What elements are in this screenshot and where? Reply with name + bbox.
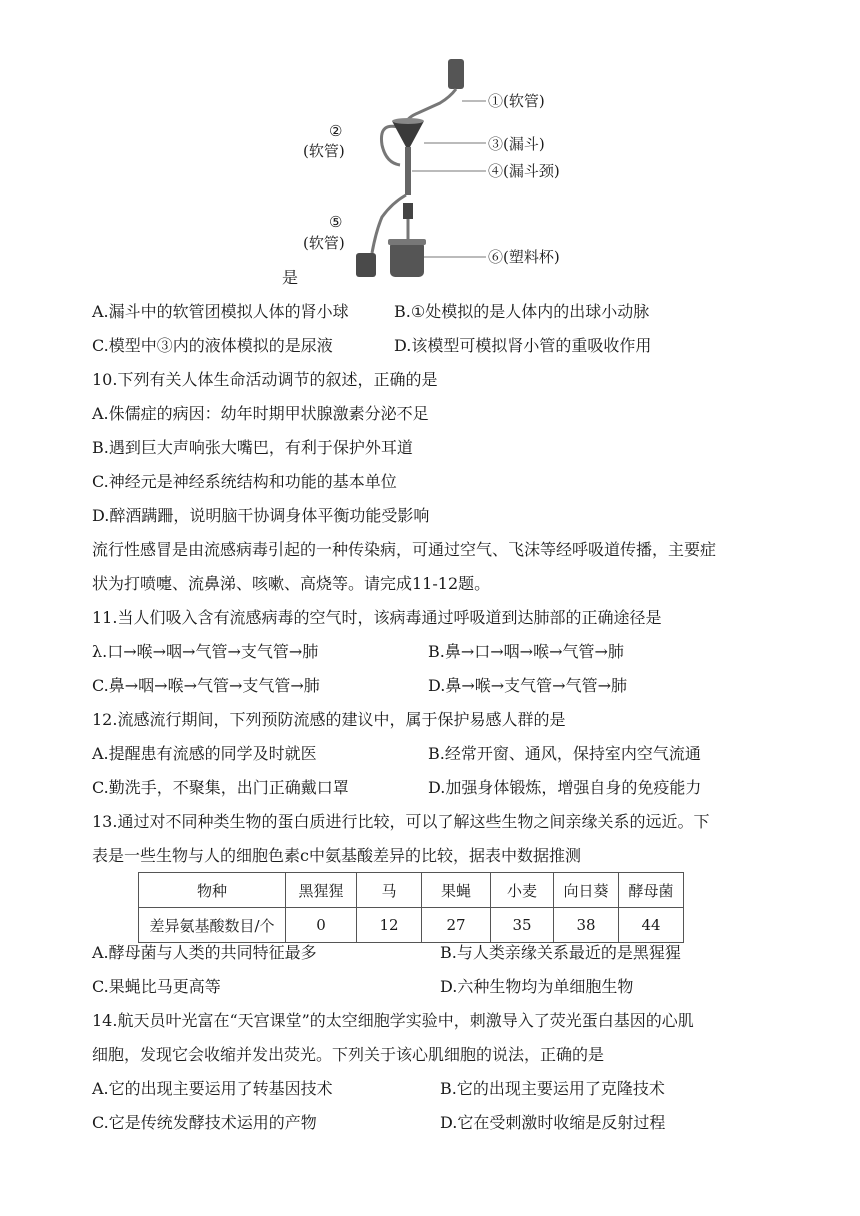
label-6-plastic-cup: ⑥(塑料杯): [488, 248, 560, 266]
q11-option-b: B.鼻→口→咽→喉→气管→肺: [428, 642, 624, 661]
label-2-hose: (软管): [303, 142, 345, 160]
q13-option-b: B.与人类亲缘关系最近的是黑猩猩: [440, 943, 681, 962]
table-cell: 38: [554, 908, 619, 943]
q10-stem: 10.下列有关人体生命活动调节的叙述，正确的是: [92, 370, 438, 389]
reservoir-bottle: [448, 59, 464, 89]
table-cell: 0: [286, 908, 357, 943]
q14-option-b: B.它的出现主要运用了克隆技术: [440, 1079, 665, 1098]
q9-stem-tail: 是: [282, 268, 299, 287]
table-cell: 12: [357, 908, 422, 943]
label-1-hose: ①(软管): [488, 92, 545, 110]
q14-option-d: D.它在受刺激时收缩是反射过程: [440, 1113, 666, 1132]
q12-stem: 12.流感流行期间，下列预防流感的建议中，属于保护易感人群的是: [92, 710, 566, 729]
q12-option-c: C.勤洗手，不聚集，出门正确戴口罩: [92, 778, 349, 797]
table-header-row: [139, 873, 684, 908]
plastic-cup: [390, 241, 424, 277]
amino-acid-difference-table: [138, 872, 684, 943]
q9-option-d: D.该模型可模拟肾小管的重吸收作用: [394, 336, 652, 355]
label-5-hose: (软管): [303, 234, 345, 252]
q12-option-b: B.经常开窗、通风，保持室内空气流通: [428, 744, 701, 763]
q14-option-c: C.它是传统发酵技术运用的产物: [92, 1113, 317, 1132]
q10-option-c: C.神经元是神经系统结构和功能的基本单位: [92, 472, 397, 491]
q11-stem: 11.当人们吸入含有流感病毒的空气时，该病毒通过呼吸道到达肺部的正确途径是: [92, 608, 662, 627]
q14-stem-line-1: 14.航天员叶光富在“天宫课堂”的太空细胞学实验中，刺激导入了荧光蛋白基因的心肌: [92, 1011, 694, 1030]
q9-option-c: C.模型中③内的液体模拟的是尿液: [92, 336, 333, 355]
q14-stem-line-2: 细胞，发现它会收缩并发出荧光。下列关于该心肌细胞的说法，正确的是: [92, 1045, 605, 1064]
q11-option-d: D.鼻→喉→支气管→气管→肺: [428, 676, 627, 695]
table-cell: 35: [491, 908, 554, 943]
q9-option-a: A.漏斗中的软管团模拟人体的肾小球: [92, 302, 349, 321]
table-header-cell: 黑猩猩: [286, 873, 357, 908]
small-cup: [356, 253, 376, 277]
table-header-cell: 小麦: [491, 873, 554, 908]
q13-option-d: D.六种生物均为单细胞生物: [440, 977, 634, 996]
funnel-neck: [405, 147, 411, 195]
table-header-cell: 酵母菌: [619, 873, 684, 908]
table-cell: 27: [422, 908, 491, 943]
table-header-cell: 果蝇: [422, 873, 491, 908]
table-header-cell: 物种: [139, 873, 286, 908]
q12-option-d: D.加强身体锻炼，增强自身的免疫能力: [428, 778, 702, 797]
q14-option-a: A.它的出现主要运用了转基因技术: [92, 1079, 333, 1098]
q10-option-b: B.遇到巨大声响张大嘴巴，有利于保护外耳道: [92, 438, 413, 457]
table-header-cell: 向日葵: [554, 873, 619, 908]
q13-option-c: C.果蝇比马更高等: [92, 977, 221, 996]
table-cell: 差异氨基酸数目/个: [139, 908, 286, 943]
label-4-funnel-neck: ④(漏斗颈): [488, 162, 560, 180]
q13-stem-line-1: 13.通过对不同种类生物的蛋白质进行比较，可以了解这些生物之间亲缘关系的远近。下: [92, 812, 710, 831]
q13-stem-line-2: 表是一些生物与人的细胞色素c中氨基酸差异的比较，据表中数据推测: [92, 846, 581, 865]
funnel: [392, 121, 424, 147]
table-row: [139, 908, 684, 943]
intro-line-2: 状为打喷嚏、流鼻涕、咳嗽、高烧等。请完成11-12题。: [92, 574, 491, 593]
funnel-rim: [392, 118, 424, 124]
q13-option-a: A.酵母菌与人类的共同特征最多: [92, 943, 317, 962]
intro-line-1: 流行性感冒是由流感病毒引起的一种传染病，可通过空气、飞沫等经呼吸道传播，主要症: [92, 540, 717, 559]
label-3-funnel: ③(漏斗): [488, 135, 545, 153]
label-2-number: ②: [329, 122, 343, 140]
q12-option-a: A.提醒患有流感的同学及时就医: [92, 744, 317, 763]
q10-option-a: A.侏儒症的病因：幼年时期甲状腺激素分泌不足: [92, 404, 429, 423]
plastic-cup-rim: [388, 239, 426, 245]
q9-option-b: B.①处模拟的是人体内的出球小动脉: [394, 302, 650, 321]
hose-1: [406, 89, 456, 123]
label-5-number: ⑤: [329, 213, 343, 231]
q11-option-c: C.鼻→咽→喉→气管→支气管→肺: [92, 676, 320, 695]
table-cell: 44: [619, 908, 684, 943]
q11-option-a: λ.口→喉→咽→气管→支气管→肺: [92, 642, 319, 661]
table-header-cell: 马: [357, 873, 422, 908]
clamp: [403, 203, 413, 219]
q10-option-d: D.醉酒蹒跚，说明脑干协调身体平衡功能受影响: [92, 506, 430, 525]
